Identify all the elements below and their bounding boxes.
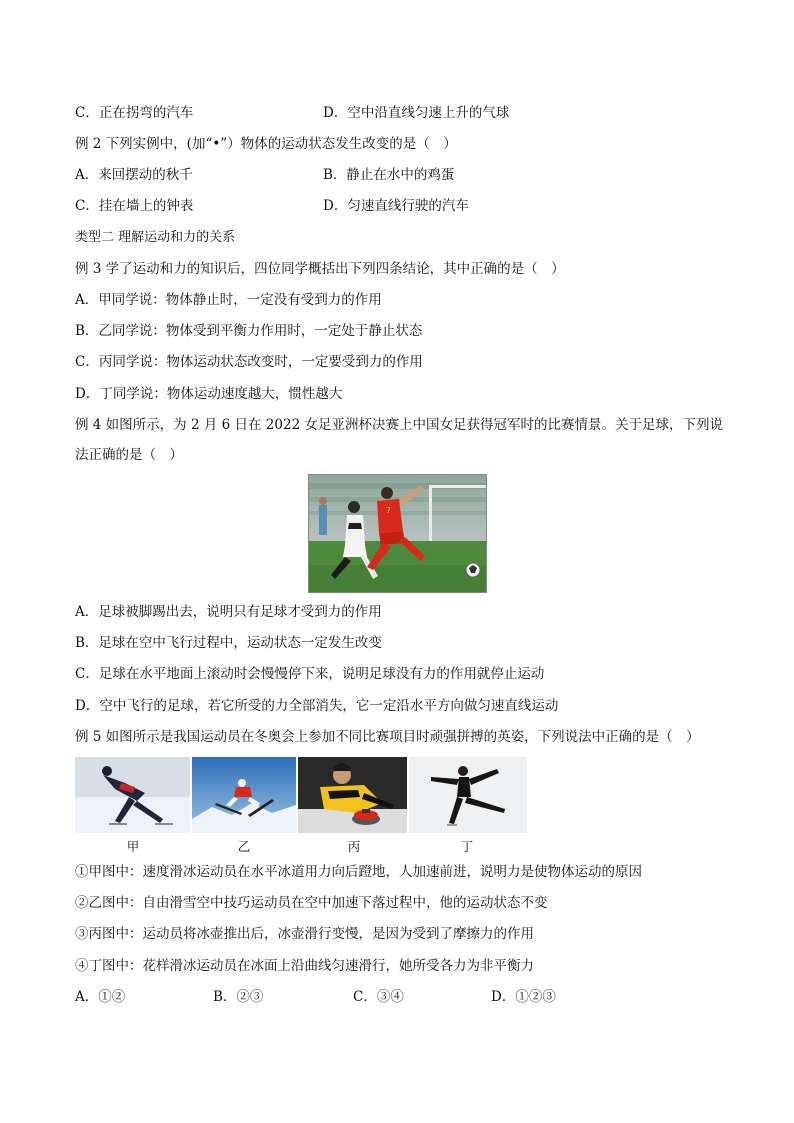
caption-ding: 丁: [460, 839, 474, 854]
q3-option-a: A．甲同学说：物体静止时，一定没有受到力的作用: [75, 292, 382, 308]
q5-statement-2: ②乙图中：自由滑雪空中技巧运动员在空中加速下落过程中，他的运动状态不变: [75, 895, 548, 911]
q2-option-c: C．挂在墙上的钟表: [75, 198, 194, 214]
q2-option-a: A．来回摆动的秋千: [75, 167, 193, 183]
q4-option-c: C．足球在水平地面上滚动时会慢慢停下来，说明足球没有力的作用就停止运动: [75, 666, 545, 682]
q4-option-a: A．足球被脚踢出去，说明只有足球才受到力的作用: [75, 604, 382, 620]
q5-option-b: B．②③: [213, 989, 264, 1005]
svg-text:7: 7: [386, 506, 392, 515]
q5-option-a: A．①②: [75, 989, 126, 1005]
section-heading: 类型二 理解运动和力的关系: [75, 230, 236, 245]
football-match-photo: [308, 474, 487, 593]
q4-stem-line1: 例 4 如图所示，为 2 月 6 日在 2022 女足亚洲杯决赛上中国女足获得冠军时的比赛情景。关于足球，下列说: [75, 417, 723, 433]
q5-stem: 例 5 如图所示是我国运动员在冬奥会上参加不同比赛项目时顽强拼搏的英姿，下列说法中正确的是（ ）: [75, 729, 700, 745]
photo-curling: [298, 757, 407, 833]
caption-jia: 甲: [126, 839, 140, 854]
q3-stem: 例 3 学了运动和力的知识后，四位同学概括出下列四条结论，其中正确的是（ ）: [75, 261, 565, 277]
q5-option-d: D．①②③: [491, 989, 556, 1005]
q2-stem: 例 2 下列实例中，(加“•”）物体的运动状态发生改变的是（ ）: [75, 136, 457, 152]
q5-statement-3: ③丙图中：运动员将冰壶推出后，冰壶滑行变慢，是因为受到了摩擦力的作用: [75, 926, 534, 942]
q4-stem-line2: 法正确的是（ ）: [75, 447, 183, 463]
q2-option-d: D．匀速直线行驶的汽车: [323, 198, 469, 214]
photo-speed-skating: [75, 757, 190, 833]
q3-option-d: D．丁同学说：物体运动速度越大，惯性越大: [75, 386, 343, 402]
q4-option-b: B．足球在空中飞行过程中，运动状态一定发生改变: [75, 635, 382, 651]
q4-option-d: D．空中飞行的足球，若它所受的力全部消失，它一定沿水平方向做匀速直线运动: [75, 698, 559, 714]
q5-statement-1: ①甲图中：速度滑冰运动员在水平冰道用力向后蹬地，人加速前进，说明力是使物体运动的原因: [75, 864, 642, 880]
caption-yi: 乙: [237, 839, 251, 854]
q5-statement-4: ④丁图中：花样滑冰运动员在冰面上沿曲线匀速滑行，她所受各力为非平衡力: [75, 958, 534, 974]
q3-option-b: B．乙同学说：物体受到平衡力作用时，一定处于静止状态: [75, 323, 423, 339]
q2-option-b: B．静止在水中的鸡蛋: [323, 167, 455, 183]
photo-aerial-skiing: [192, 757, 296, 833]
q1-option-c: C．正在拐弯的汽车: [75, 105, 194, 121]
photo-figure-skating: [409, 757, 527, 833]
caption-bing: 丙: [347, 839, 361, 854]
q1-option-d: D．空中沿直线匀速上升的气球: [323, 105, 510, 121]
q3-option-c: C．丙同学说：物体运动状态改变时，一定要受到力的作用: [75, 354, 423, 370]
q5-option-c: C．③④: [353, 989, 404, 1005]
